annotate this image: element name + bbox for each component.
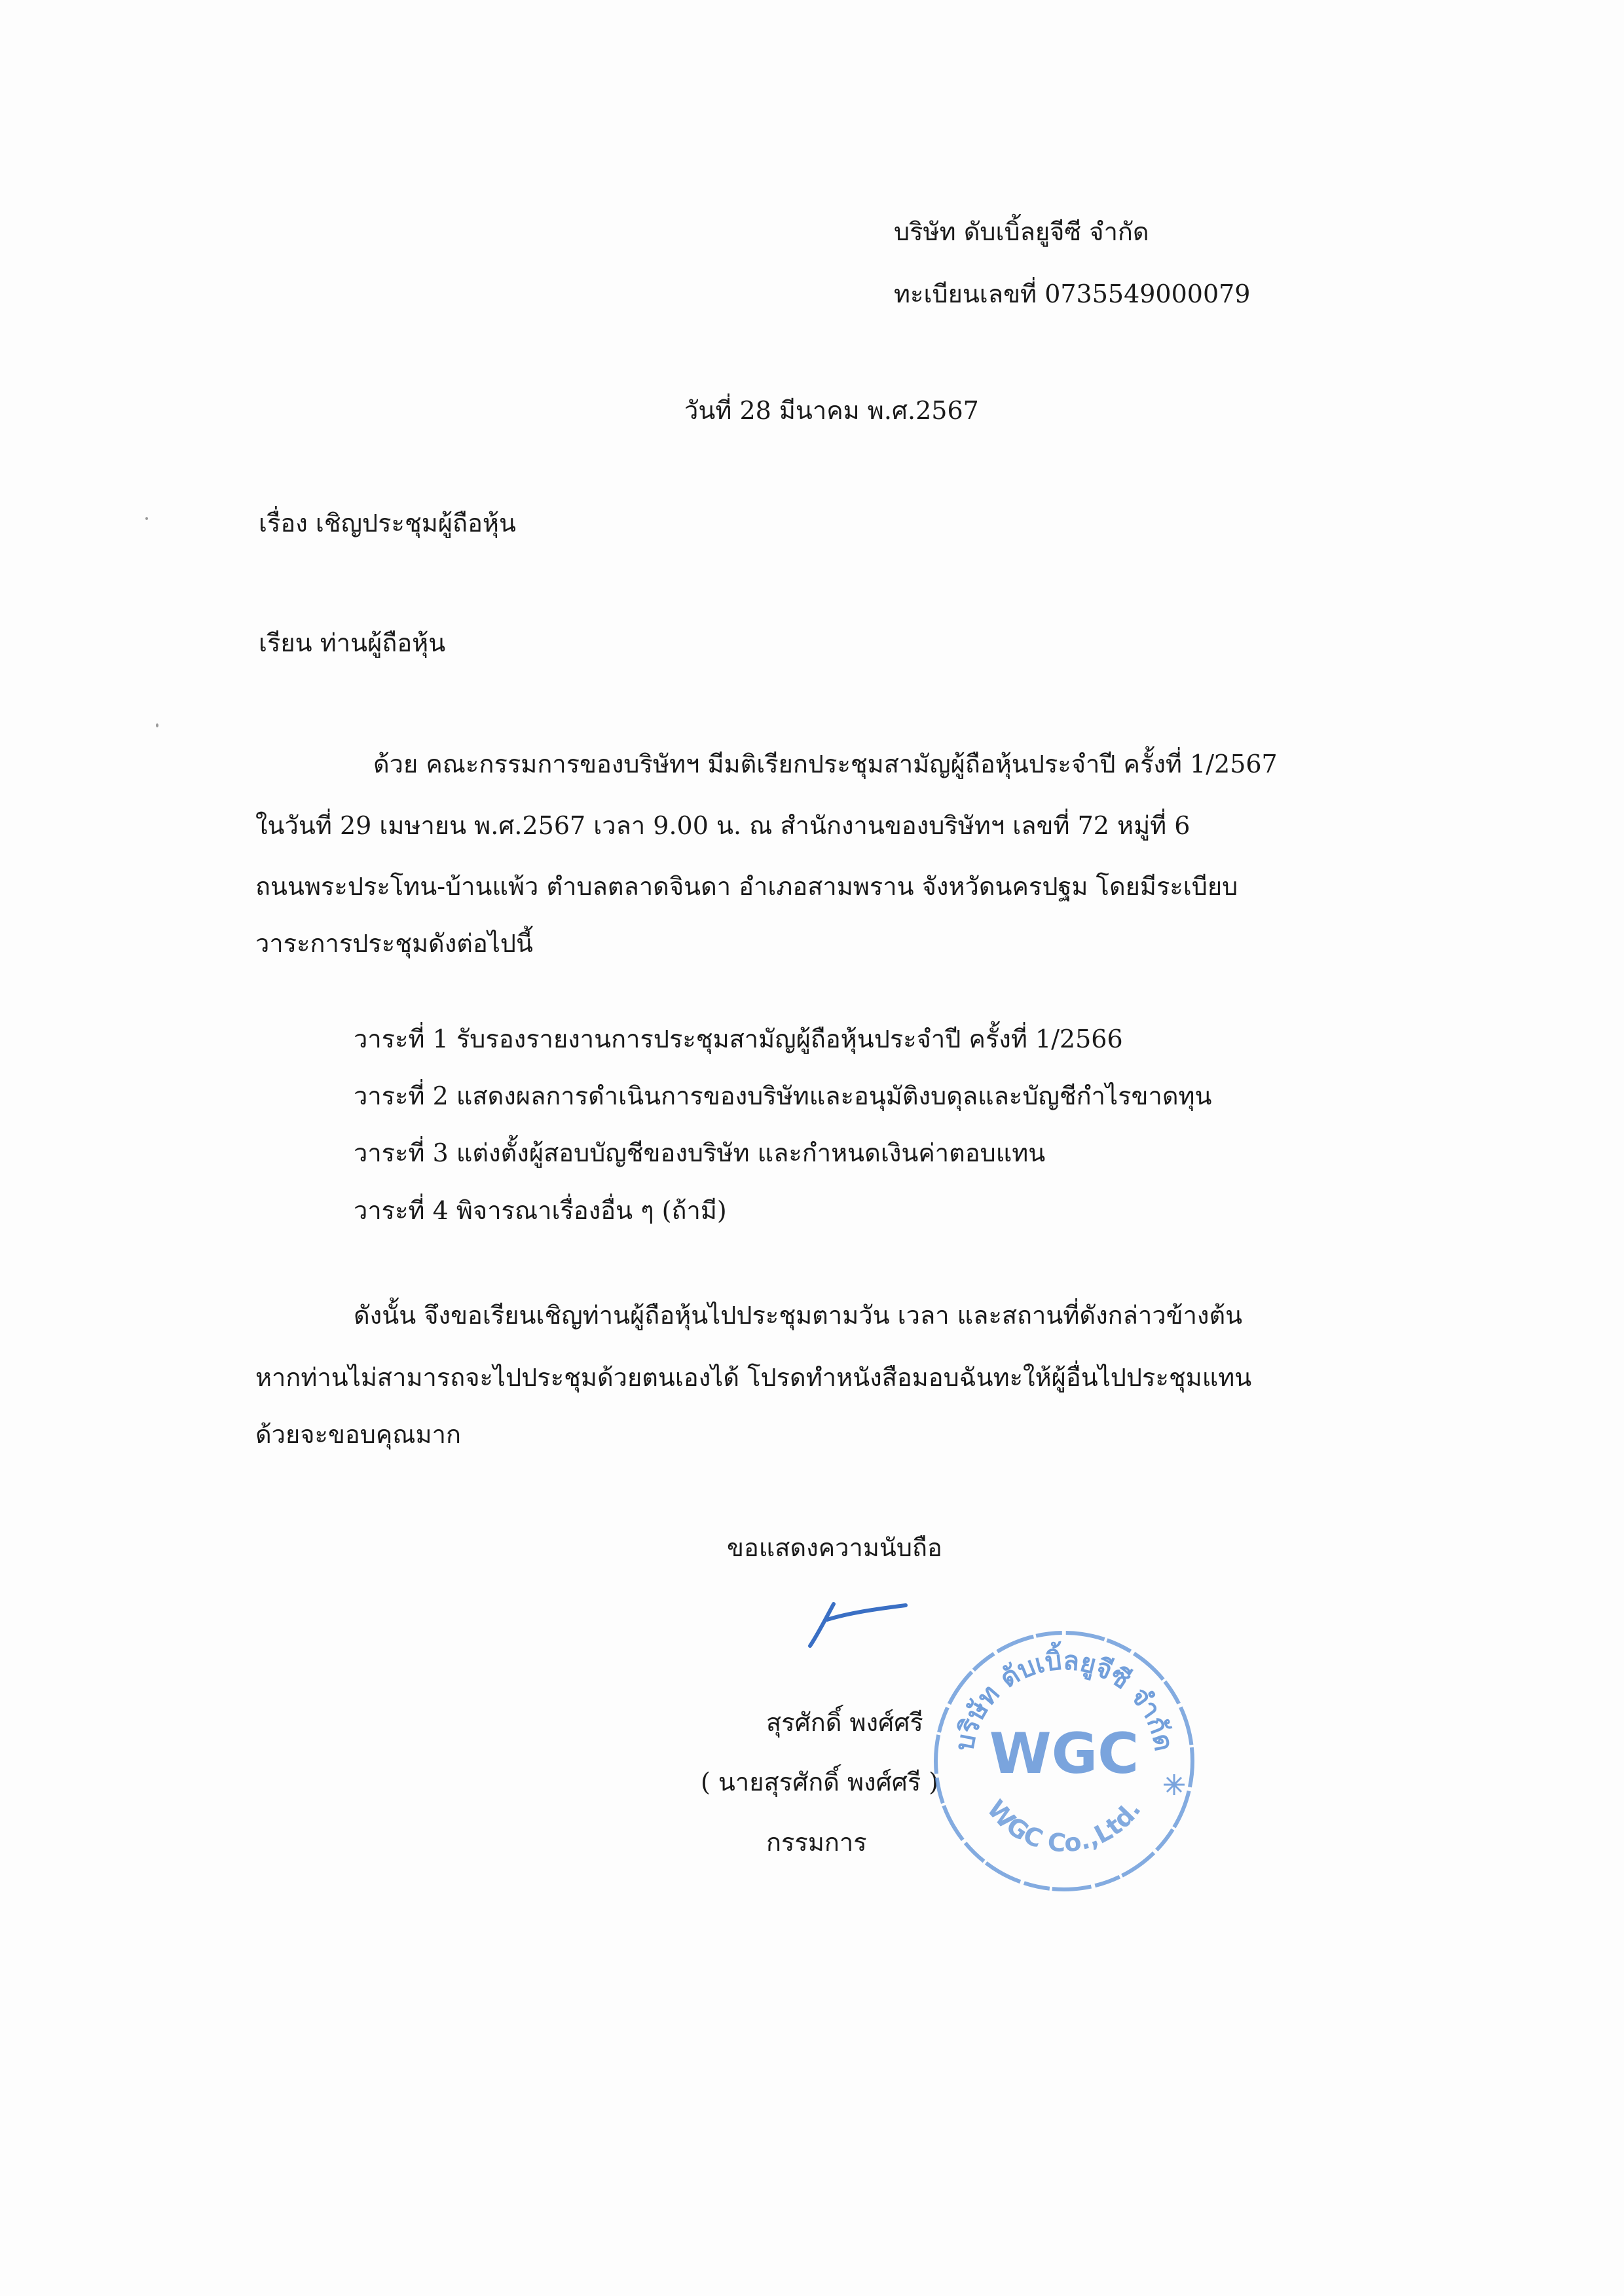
svg-text:WGC Co.,Ltd.: WGC Co.,Ltd. (981, 1794, 1147, 1858)
paragraph-line: วาระการประชุมดังต่อไปนี้ (255, 929, 533, 958)
svg-text:บริษัท ดับเบิ้ลยูจีซี จำกัด: บริษัท ดับเบิ้ลยูจีซี จำกัด (949, 1645, 1179, 1754)
scan-speck (145, 517, 148, 520)
paragraph-line: หากท่านไม่สามารถจะไปประชุมด้วยตนเองได้ โปรดทำหนังสือมอบฉันทะให้ผู้อื่นไปประชุมแทน (255, 1363, 1252, 1392)
scan-speck (156, 723, 158, 727)
agenda-item: วาระที่ 1 รับรองรายงานการประชุมสามัญผู้ถือหุ้นประจำปี ครั้งที่ 1/2566 (354, 1025, 1123, 1053)
paragraph-line: ด้วยจะขอบคุณมาก (255, 1420, 461, 1449)
signatory-full-name: ( นายสุรศักดิ์ พงศ์ศรี ) (701, 1768, 939, 1796)
letter-date: วันที่ 28 มีนาคม พ.ศ.2567 (684, 396, 979, 425)
company-seal (927, 1611, 1202, 1899)
registration-number: ทะเบียนเลขที่ 0735549000079 (894, 280, 1251, 308)
signatory-name: สุรศักดิ์ พงศ์ศรี (766, 1708, 923, 1737)
paragraph-line: ถนนพระประโทน-บ้านแพ้ว ตำบลตลาดจินดา อำเภอสามพราน จังหวัดนครปฐม โดยมีระเบียบ (255, 872, 1238, 901)
svg-text:WGC: WGC (989, 1721, 1139, 1787)
paragraph-line: ด้วย คณะกรรมการของบริษัทฯ มีมติเรียกประชุมสามัญผู้ถือหุ้นประจำปี ครั้งที่ 1/2567 (373, 750, 1278, 778)
paragraph-line: ในวันที่ 29 เมษายน พ.ศ.2567 เวลา 9.00 น. ณ สำนักงานของบริษัทฯ เลขที่ 72 หมู่ที่ 6 (255, 811, 1190, 840)
agenda-item: วาระที่ 2 แสดงผลการดำเนินการของบริษัทและอนุมัติงบดุลและบัญชีกำไรขาดทุน (354, 1082, 1212, 1110)
closing-phrase: ขอแสดงความนับถือ (727, 1533, 942, 1562)
subject-line: เรื่อง เชิญประชุมผู้ถือหุ้น (259, 509, 516, 538)
company-name: บริษัท ดับเบิ้ลยูจีซี จำกัด (894, 217, 1149, 246)
agenda-item: วาระที่ 3 แต่งตั้งผู้สอบบัญชีของบริษัท และกำหนดเงินค่าตอบแทน (354, 1139, 1046, 1167)
salutation: เรียน ท่านผู้ถือหุ้น (259, 629, 446, 657)
agenda-item: วาระที่ 4 พิจารณาเรื่องอื่น ๆ (ถ้ามี) (354, 1196, 727, 1225)
signatory-title: กรรมการ (766, 1828, 867, 1857)
paragraph-line: ดังนั้น จึงขอเรียนเชิญท่านผู้ถือหุ้นไปประชุมตามวัน เวลา และสถานที่ดังกล่าวข้างต้น (354, 1301, 1243, 1330)
handwritten-signature (796, 1591, 913, 1656)
